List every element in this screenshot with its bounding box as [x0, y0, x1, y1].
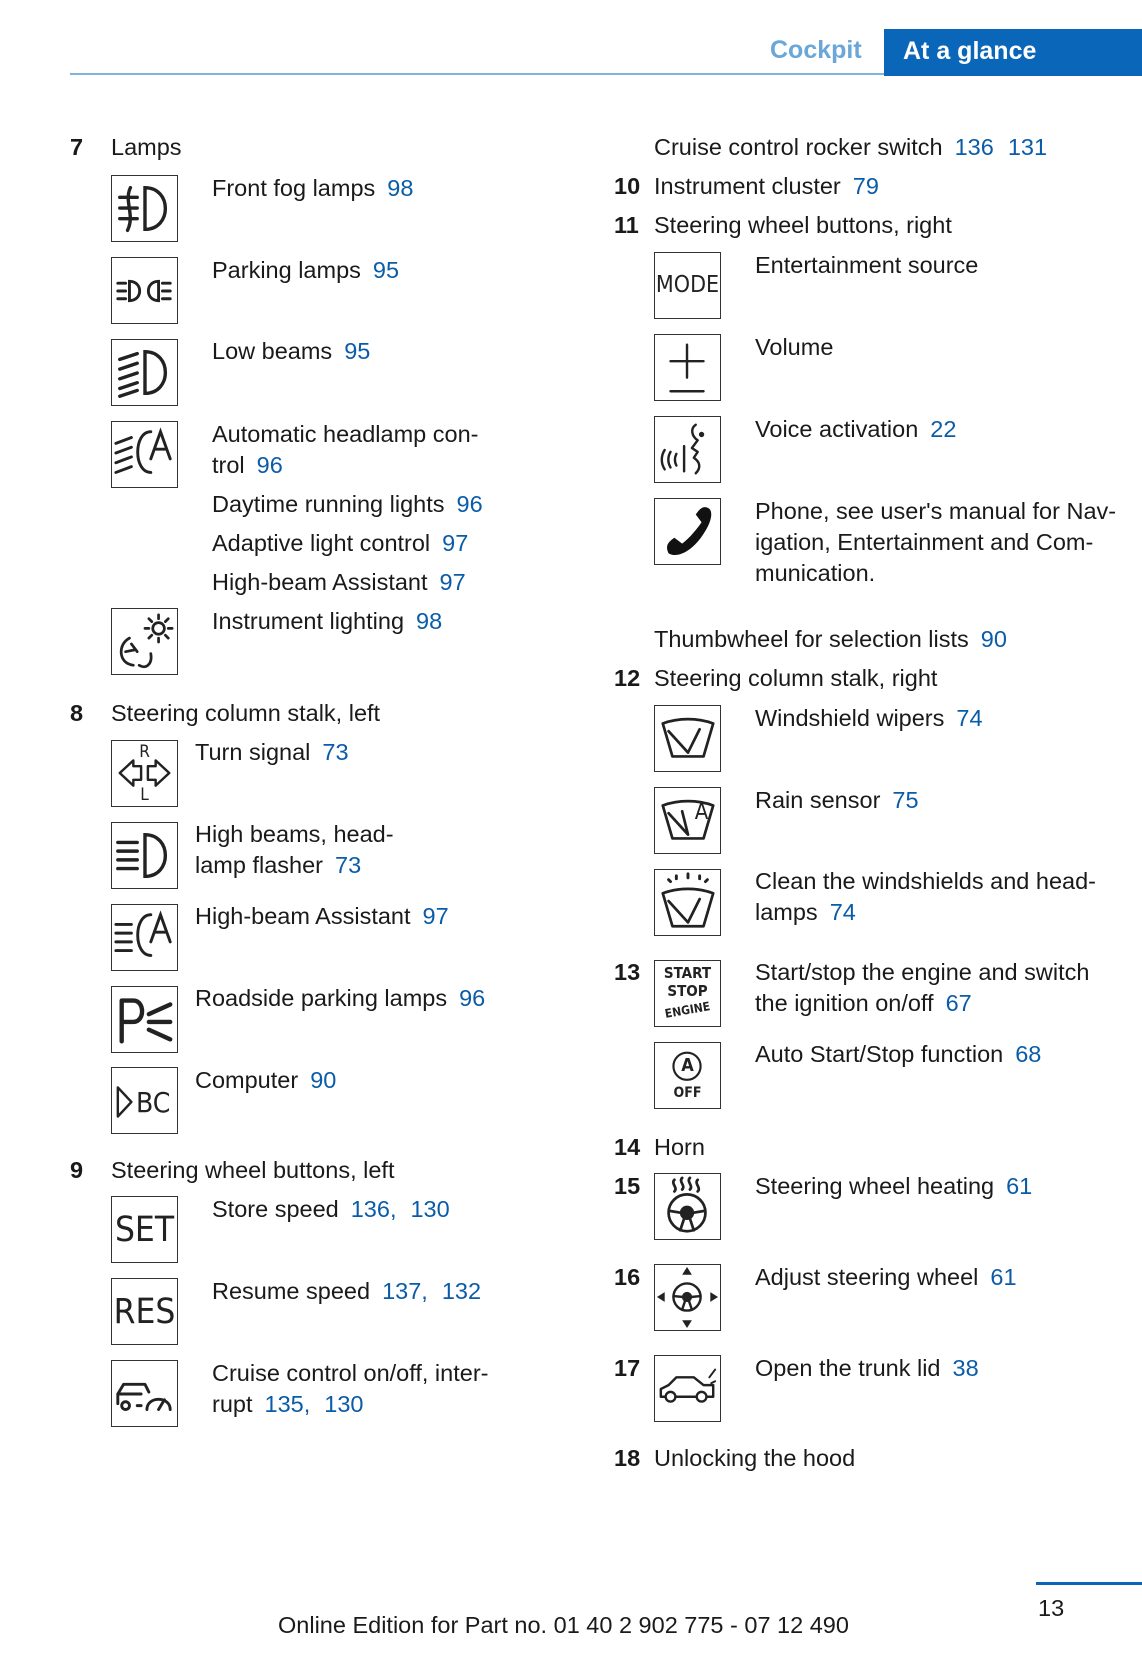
page-ref[interactable]: 132 [441, 1278, 482, 1304]
item-label-line1: Cruise control on/off, inter- [212, 1360, 489, 1386]
start-icon-text: START [663, 964, 712, 982]
list-item [212, 336, 370, 367]
chapter-tab [884, 29, 1142, 76]
list-item [654, 624, 1007, 655]
auto-icon-off: OFF [673, 1085, 702, 1101]
item-label: Windshield wipers [755, 705, 945, 731]
edition-note: Online Edition for Part no. 01 40 2 902 775 - 07 12 490 [278, 1612, 849, 1638]
item-number: 11 [614, 212, 639, 238]
page-ref[interactable]: 98 [416, 608, 443, 634]
mode-button-icon [654, 252, 721, 319]
item-label-line1: High beams, head- [195, 821, 394, 847]
auto-icon-a: A [681, 1055, 694, 1076]
page-ref[interactable]: 38 [952, 1355, 979, 1381]
turn-signal-icon-l: L [140, 785, 149, 805]
page-ref[interactable]: 90 [980, 626, 1007, 652]
item-label: Open the trunk lid [755, 1355, 941, 1381]
list-item [654, 171, 879, 202]
item-label: Entertainment source [755, 252, 979, 278]
page-ref[interactable]: 130 [324, 1391, 364, 1417]
trunk-lid-icon [654, 1355, 721, 1422]
page-ref[interactable]: 95 [344, 338, 371, 364]
item-label: Computer [195, 1067, 299, 1093]
item-title: Steering column stalk, left [111, 700, 381, 726]
parking-lamps-icon [111, 257, 178, 324]
list-item [654, 132, 1047, 163]
page-ref[interactable]: 75 [892, 787, 919, 813]
section-label: Cockpit [770, 36, 862, 64]
low-beams-icon [111, 339, 178, 406]
page-ref[interactable]: 97 [442, 530, 469, 556]
engine-icon-text: ENGINE [663, 999, 712, 1021]
page-ref[interactable]: 97 [422, 903, 449, 929]
computer-icon [111, 1067, 178, 1134]
item-label: Unlocking the hood [654, 1445, 856, 1471]
stop-icon-text: STOP [667, 982, 708, 1000]
auto-headlamp-icon [111, 421, 178, 488]
item-label: trol [212, 452, 245, 478]
item-title: Steering wheel buttons, left [111, 1157, 395, 1183]
turn-signal-icon-r: R [139, 742, 150, 762]
page-ref[interactable]: 95 [372, 257, 400, 283]
page-ref[interactable]: 90 [310, 1067, 337, 1093]
item-label: Adaptive light control [212, 530, 431, 556]
item-label: Steering wheel heating [755, 1173, 995, 1199]
list-item [195, 850, 361, 881]
item-number: 8 [70, 700, 84, 726]
list-item [755, 988, 972, 1019]
page-ref[interactable]: 135, [264, 1391, 311, 1417]
item-label: Parking lamps [212, 257, 361, 283]
item-number: 15 [614, 1173, 641, 1199]
cruise-control-icon [111, 1360, 178, 1427]
item-label: rupt [212, 1391, 253, 1417]
page-ref[interactable]: 79 [852, 173, 879, 199]
item-label: Horn [654, 1134, 705, 1160]
item-label-line2: igation, Entertainment and Com- [755, 529, 1094, 555]
item-title: Steering wheel buttons, right [654, 212, 952, 238]
page-ref[interactable]: 96 [456, 491, 483, 517]
res-icon-text: RES [113, 1292, 176, 1332]
list-item [212, 450, 283, 481]
item-label: Cruise control rocker switch [654, 134, 943, 160]
instrument-lighting-icon [111, 608, 178, 675]
page-ref[interactable]: 130 [410, 1196, 450, 1222]
page-ref[interactable]: 61 [990, 1264, 1017, 1290]
list-item [755, 1039, 1041, 1070]
item-label: Instrument lighting [212, 608, 405, 634]
item-label: Store speed [212, 1196, 339, 1222]
voice-activation-icon [654, 416, 721, 483]
page-ref[interactable]: 98 [387, 175, 414, 201]
item-label: lamp flasher [195, 852, 323, 878]
set-icon-text: SET [114, 1210, 175, 1250]
item-label: lamps [755, 899, 818, 925]
list-item [212, 1194, 450, 1225]
list-item [212, 489, 483, 520]
windshield-wipers-icon [654, 705, 721, 772]
page-number: 13 [1038, 1595, 1065, 1621]
computer-icon-text: BC [136, 1086, 171, 1119]
front-fog-lamps-icon [111, 175, 178, 242]
item-label: Voice activation [755, 416, 919, 442]
page-ref[interactable]: 136, [350, 1196, 397, 1222]
page-ref[interactable]: 96 [256, 452, 283, 478]
list-item [755, 1171, 1032, 1202]
list-item [212, 255, 399, 286]
item-number: 17 [614, 1355, 641, 1381]
page-ref[interactable]: 74 [829, 899, 856, 925]
page-ref[interactable]: 68 [1015, 1041, 1042, 1067]
res-button-icon [111, 1278, 178, 1345]
page-ref[interactable]: 136 [954, 134, 994, 160]
item-label: Adjust steering wheel [755, 1264, 979, 1290]
auto-start-stop-icon [654, 1042, 721, 1109]
item-label: Rain sensor [755, 787, 881, 813]
list-item [195, 983, 485, 1014]
list-item [755, 785, 919, 816]
item-label: Front fog lamps [212, 175, 376, 201]
rain-sensor-icon-text: A [694, 800, 709, 825]
item-label: Instrument cluster [654, 173, 841, 199]
start-stop-button-icon [654, 960, 721, 1027]
set-button-icon [111, 1196, 178, 1263]
page-ref[interactable]: 73 [335, 852, 362, 878]
list-item [212, 1276, 481, 1307]
item-label-line1: Clean the windshields and head- [755, 868, 1096, 894]
page-ref[interactable]: 137, [382, 1278, 428, 1304]
washer-icon [654, 869, 721, 936]
item-label-line3: munication. [755, 560, 876, 586]
page-ref[interactable]: 73 [322, 739, 349, 765]
page-ref[interactable]: 61 [1006, 1173, 1033, 1199]
item-label-line1: Start/stop the engine and switch [755, 959, 1090, 985]
item-number: 9 [70, 1157, 84, 1183]
page-ref[interactable]: 74 [956, 705, 983, 731]
item-number: 10 [614, 173, 641, 199]
item-label: Volume [755, 334, 834, 360]
list-item [212, 1389, 363, 1420]
page-ref[interactable]: 97 [439, 569, 466, 595]
item-title: Steering column stalk, right [654, 665, 938, 691]
volume-plus-icon [654, 334, 721, 401]
item-number: 16 [614, 1264, 641, 1290]
item-number: 12 [614, 665, 641, 691]
item-label: Roadside parking lamps [195, 985, 448, 1011]
high-beam-assistant-icon [111, 904, 178, 971]
item-title: Lamps [111, 134, 182, 160]
item-label: Low beams [212, 338, 333, 364]
item-label-line1: Phone, see user's manual for Nav- [755, 498, 1117, 524]
list-item [212, 528, 468, 559]
list-item [755, 414, 956, 445]
list-item [195, 1065, 336, 1096]
high-beams-icon [111, 822, 178, 889]
list-item [755, 1262, 1017, 1293]
item-label: High-beam Assistant [212, 569, 428, 595]
page-ref[interactable]: 22 [930, 416, 957, 442]
chapter-tab-label: At a glance [903, 37, 1037, 65]
item-number: 14 [614, 1134, 641, 1160]
steering-wheel-heating-icon [654, 1173, 721, 1240]
list-item [755, 703, 983, 734]
mode-icon-text: MODE [655, 272, 720, 298]
item-label: the ignition on/off [755, 990, 934, 1016]
item-label: High-beam Assistant [195, 903, 411, 929]
item-label: Daytime running lights [212, 491, 445, 517]
item-label: Thumbwheel for selection lists [654, 626, 969, 652]
list-item [755, 897, 856, 928]
list-item [212, 567, 466, 598]
turn-signal-icon [111, 740, 178, 807]
item-number: 7 [70, 134, 84, 160]
adjust-steering-wheel-icon [654, 1264, 721, 1331]
roadside-parking-icon [111, 986, 178, 1053]
item-label-line1: Automatic headlamp con- [212, 421, 479, 447]
list-item [212, 173, 413, 204]
phone-icon [654, 498, 721, 565]
list-item [755, 1353, 979, 1384]
list-item [195, 737, 349, 768]
rain-sensor-icon [654, 787, 721, 854]
page-ref[interactable]: 131 [1007, 134, 1048, 160]
item-number: 13 [614, 959, 641, 985]
item-number: 18 [614, 1445, 641, 1471]
list-item [195, 901, 449, 932]
list-item [212, 606, 442, 637]
page-ref[interactable]: 67 [945, 990, 972, 1016]
page-ref[interactable]: 96 [459, 985, 486, 1011]
item-label: Resume speed [212, 1278, 371, 1304]
item-label: Auto Start/Stop function [755, 1041, 1004, 1067]
footer-rule [1036, 1582, 1142, 1585]
item-label: Turn signal [195, 739, 311, 765]
